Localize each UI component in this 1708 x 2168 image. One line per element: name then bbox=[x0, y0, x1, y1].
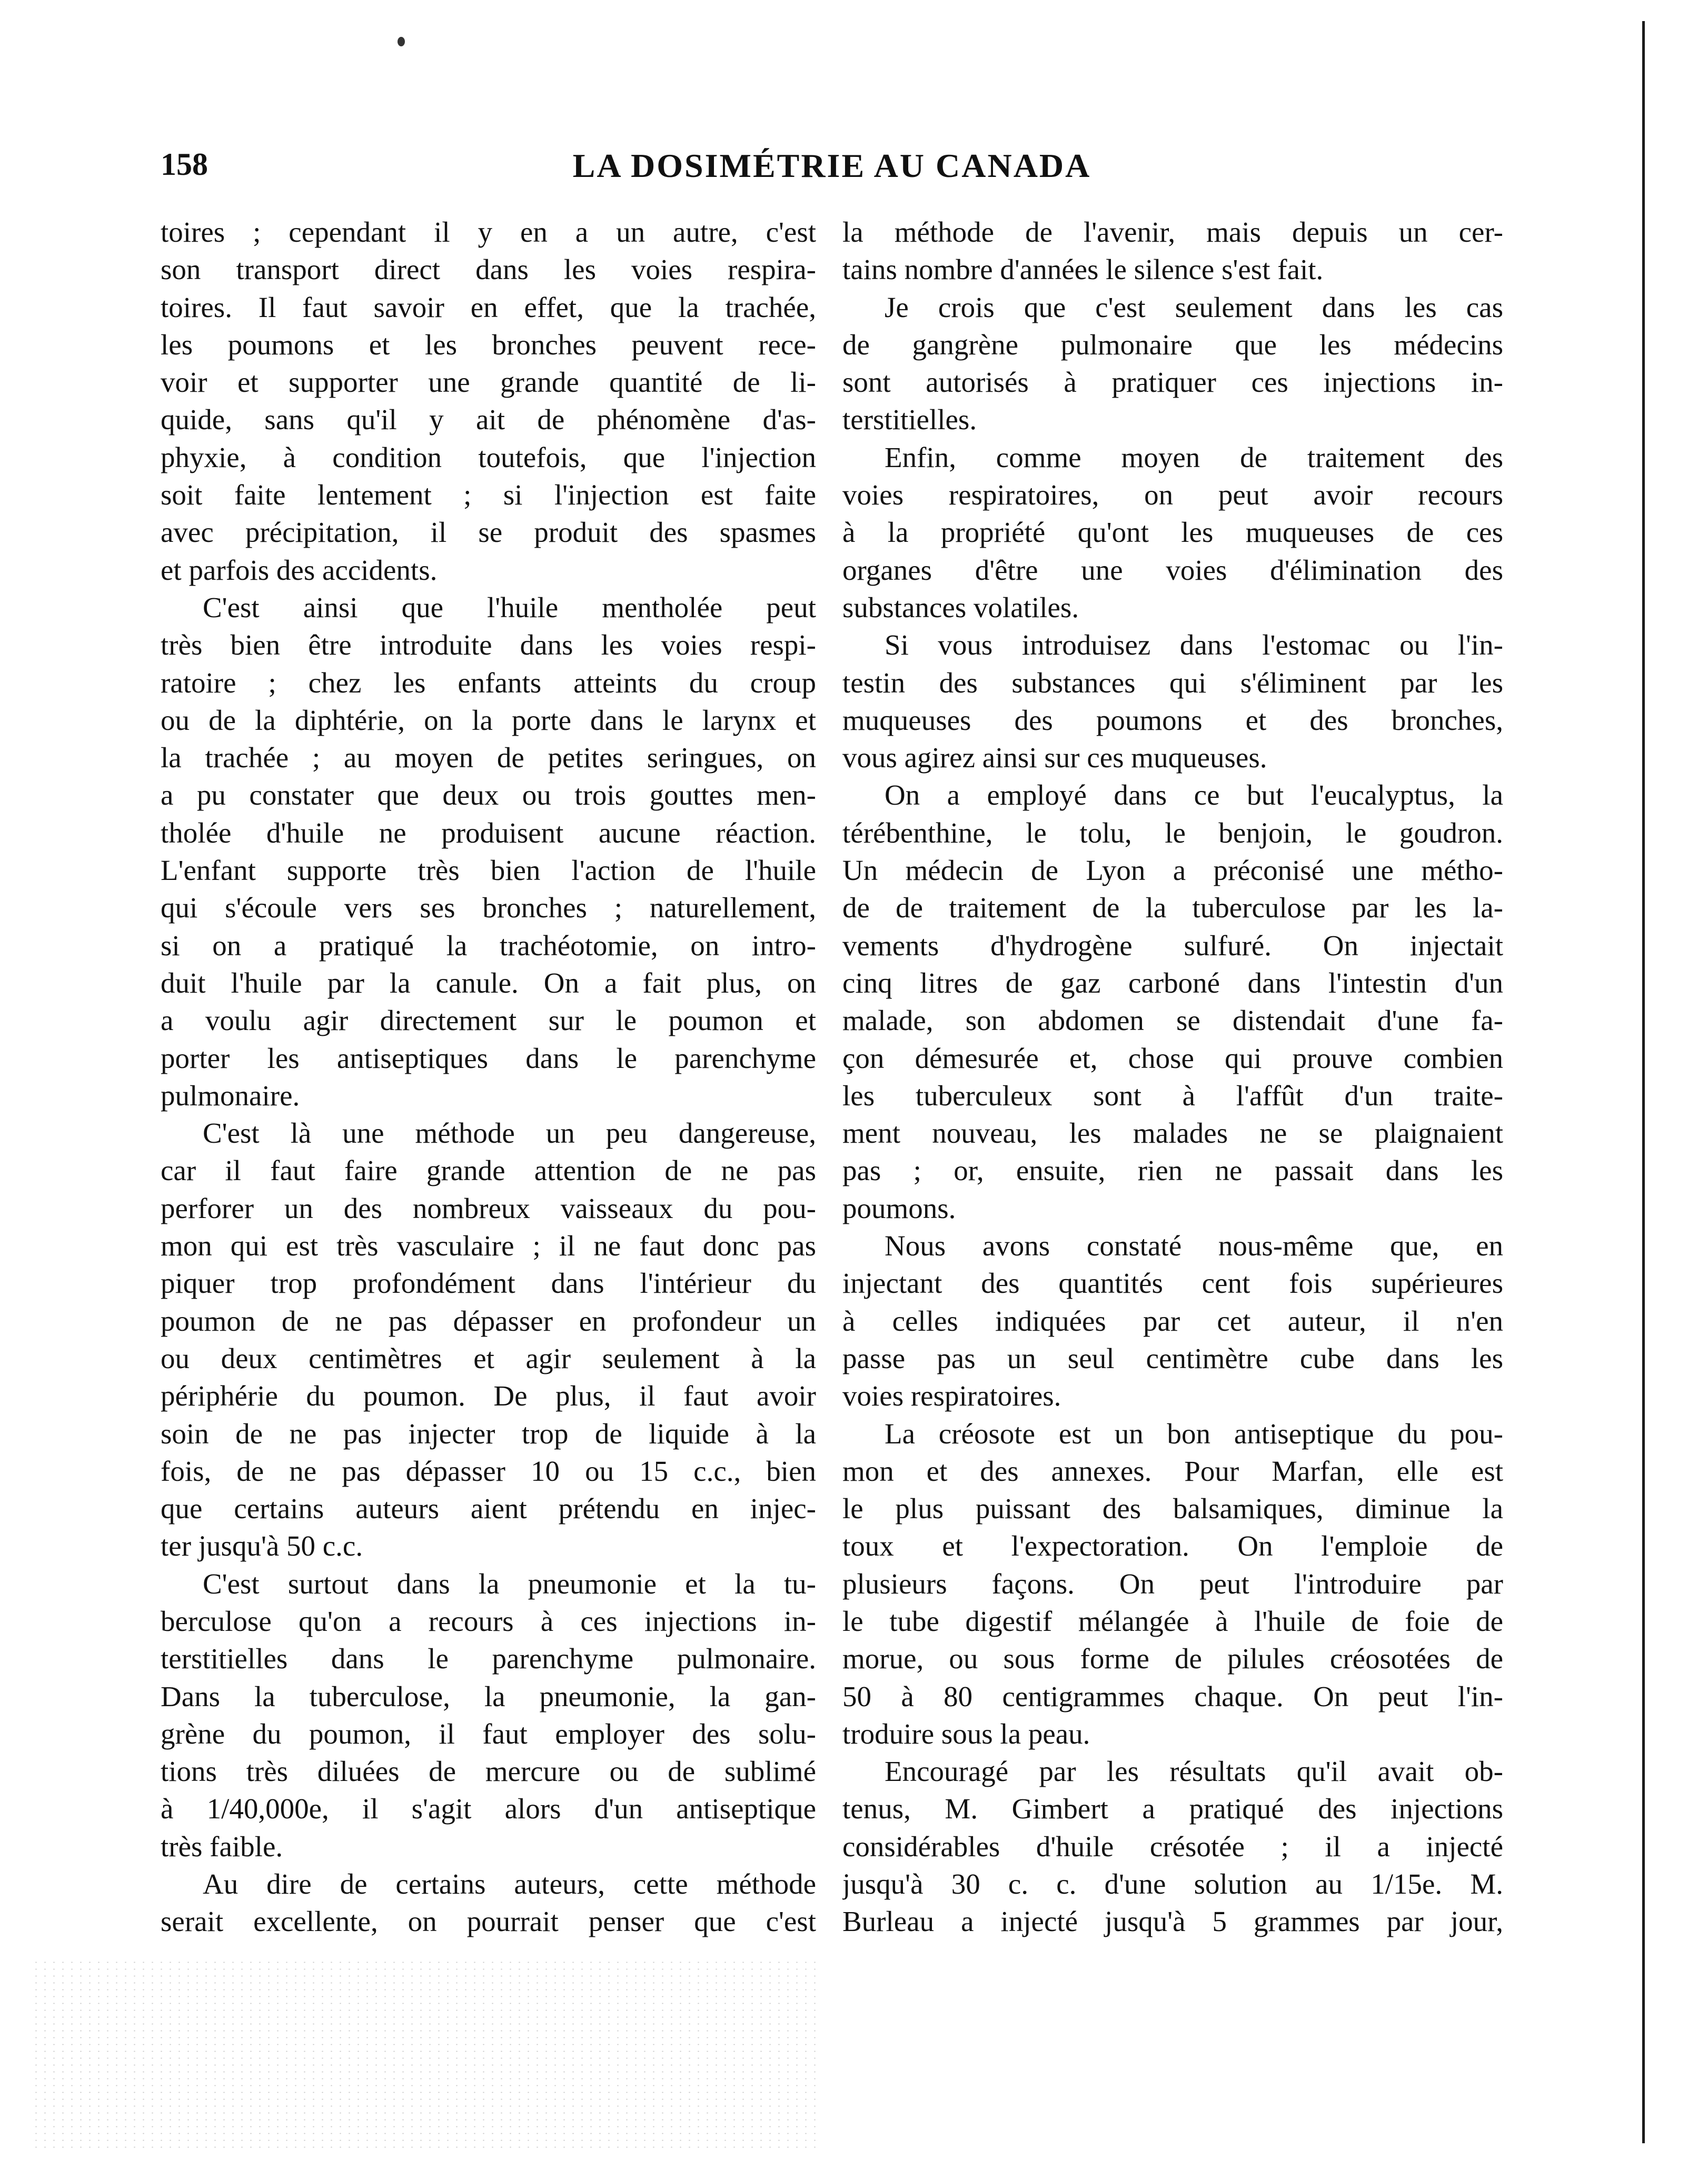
text-line: tions très diluées de mercure ou de sublimé bbox=[161, 1755, 816, 1788]
text-line: Un médecin de Lyon a préconisé une métho- bbox=[842, 854, 1503, 887]
text-line: ter jusqu'à 50 c.c. bbox=[161, 1530, 363, 1562]
text-line: C'est surtout dans la pneumonie et la tu- bbox=[203, 1567, 816, 1600]
text-line: à celles indiquées par cet auteur, il n'en bbox=[842, 1304, 1503, 1337]
text-line: le tube digestif mélangée à l'huile de foie de bbox=[842, 1605, 1503, 1637]
text-line: duit l'huile par la canule. On a fait plus, on bbox=[161, 966, 816, 999]
text-line: toires ; cependant il y en a un autre, c'est bbox=[161, 216, 816, 248]
text-line: considérables d'huile crésotée ; il a injecté bbox=[842, 1830, 1503, 1863]
text-line: organes d'être une voies d'élimination des bbox=[842, 553, 1503, 586]
text-line: qui s'écoule vers ses bronches ; naturellement, bbox=[161, 892, 816, 924]
text-line: terstitielles dans le parenchyme pulmonaire. bbox=[161, 1642, 816, 1675]
text-line: tains nombre d'années le silence s'est fait. bbox=[842, 253, 1324, 286]
text-line: poumons. bbox=[842, 1192, 956, 1224]
text-line: toux et l'expectoration. On l'emploie de bbox=[842, 1530, 1503, 1562]
text-line: muqueuses des poumons et des bronches, bbox=[842, 704, 1503, 736]
text-line: malade, son abdomen se distendait d'une fa- bbox=[842, 1004, 1503, 1037]
text-line: tenus, M. Gimbert a pratiqué des injections bbox=[842, 1793, 1503, 1825]
text-line: vous agirez ainsi sur ces muqueuses. bbox=[842, 741, 1267, 774]
text-line: substances volatiles. bbox=[842, 591, 1079, 623]
text-line: La créosote est un bon antiseptique du pou- bbox=[885, 1417, 1503, 1450]
text-line: les tuberculeux sont à l'affût d'un traite- bbox=[842, 1079, 1503, 1112]
text-line: mon qui est très vasculaire ; il ne faut donc pas bbox=[161, 1230, 816, 1262]
text-line: pulmonaire. bbox=[161, 1079, 300, 1112]
text-line: soit faite lentement ; si l'injection est faite bbox=[161, 479, 816, 511]
text-line: soin de ne pas injecter trop de liquide à la bbox=[161, 1417, 816, 1450]
text-line: et parfois des accidents. bbox=[161, 553, 438, 586]
text-line: çon démesurée et, chose qui prouve combien bbox=[842, 1042, 1503, 1074]
running-title: LA DOSIMÉTRIE AU CANADA bbox=[572, 147, 1091, 184]
text-line: la trachée ; au moyen de petites seringues, on bbox=[161, 741, 816, 774]
text-line: Au dire de certains auteurs, cette méthode bbox=[203, 1868, 816, 1900]
text-line: voies respiratoires, on peut avoir recours bbox=[842, 479, 1503, 511]
right-column bbox=[842, 213, 1503, 1941]
text-line: serait excellente, on pourrait penser que c'est bbox=[161, 1905, 816, 1938]
text-line: Nous avons constaté nous-même que, en bbox=[885, 1230, 1503, 1262]
text-line: C'est ainsi que l'huile mentholée peut bbox=[203, 591, 816, 623]
text-line: ment nouveau, les malades ne se plaignaient bbox=[842, 1117, 1503, 1150]
text-line: voies respiratoires. bbox=[842, 1380, 1061, 1412]
text-line: vements d'hydrogène sulfuré. On injectait bbox=[842, 929, 1503, 962]
left-column bbox=[161, 213, 816, 1941]
text-line: le plus puissant des balsamiques, diminue la bbox=[842, 1492, 1503, 1525]
text-line: très faible. bbox=[161, 1830, 283, 1863]
text-line: On a employé dans ce but l'eucalyptus, la bbox=[885, 779, 1503, 811]
text-line: porter les antiseptiques dans le parenchyme bbox=[161, 1042, 816, 1074]
text-line: toires. Il faut savoir en effet, que la trachée, bbox=[161, 291, 816, 323]
text-line: avec précipitation, il se produit des spasmes bbox=[161, 516, 816, 549]
text-line: plusieurs façons. On peut l'introduire par bbox=[842, 1567, 1503, 1600]
text-line: de gangrène pulmonaire que les médecins bbox=[842, 328, 1503, 361]
text-line: testin des substances qui s'éliminent par les bbox=[842, 666, 1503, 699]
text-line: pas ; or, ensuite, rien ne passait dans les bbox=[842, 1154, 1503, 1187]
text-line: très bien être introduite dans les voies respi- bbox=[161, 629, 816, 661]
text-line: fois, de ne pas dépasser 10 ou 15 c.c., bien bbox=[161, 1454, 816, 1487]
text-line: périphérie du poumon. De plus, il faut avoir bbox=[161, 1380, 816, 1412]
text-line: jusqu'à 30 c. c. d'une solution au 1/15e. M. bbox=[842, 1868, 1503, 1900]
text-line: de de traitement de la tuberculose par les la- bbox=[842, 892, 1503, 924]
text-line: terstitielles. bbox=[842, 403, 977, 436]
text-line: tholée d'huile ne produisent aucune réaction. bbox=[161, 816, 816, 849]
text-line: cinq litres de gaz carboné dans l'intestin d'un bbox=[842, 966, 1503, 999]
text-line: que certains auteurs aient prétendu en injec- bbox=[161, 1492, 816, 1525]
page-header bbox=[161, 146, 1503, 189]
text-line: sont autorisés à pratiquer ces injections in- bbox=[842, 366, 1503, 399]
text-line: morue, ou sous forme de pilules créosotées de bbox=[842, 1642, 1503, 1675]
text-line: troduire sous la peau. bbox=[842, 1717, 1090, 1750]
text-line: si on a pratiqué la trachéotomie, on intro- bbox=[161, 929, 816, 962]
text-line: C'est là une méthode un peu dangereuse, bbox=[203, 1117, 816, 1150]
page-number: 158 bbox=[161, 147, 208, 182]
text-line: à la propriété qu'ont les muqueuses de ces bbox=[842, 516, 1503, 549]
text-line: ratoire ; chez les enfants atteints du croup bbox=[161, 666, 816, 699]
text-line: berculose qu'on a recours à ces injections in- bbox=[161, 1605, 816, 1637]
text-line: Enfin, comme moyen de traitement des bbox=[885, 441, 1503, 473]
text-line: son transport direct dans les voies respira- bbox=[161, 253, 816, 286]
text-line: car il faut faire grande attention de ne pas bbox=[161, 1154, 816, 1187]
text-line: poumon de ne pas dépasser en profondeur un bbox=[161, 1304, 816, 1337]
text-line: ou de la diphtérie, on la porte dans le larynx et bbox=[161, 704, 816, 736]
text-line: térébenthine, le tolu, le benjoin, le goudron. bbox=[842, 816, 1503, 849]
scan-edge-rule bbox=[1642, 21, 1645, 2143]
text-line: les poumons et les bronches peuvent rece- bbox=[161, 328, 816, 361]
text-line: mon et des annexes. Pour Marfan, elle est bbox=[842, 1454, 1503, 1487]
text-line: ou deux centimètres et agir seulement à la bbox=[161, 1342, 816, 1374]
text-line: a pu constater que deux ou trois gouttes men- bbox=[161, 779, 816, 811]
text-line: la méthode de l'avenir, mais depuis un cer- bbox=[842, 216, 1503, 248]
text-line: Dans la tuberculose, la pneumonie, la gan- bbox=[161, 1680, 816, 1712]
text-line: Si vous introduisez dans l'estomac ou l'in- bbox=[885, 629, 1503, 661]
text-line: grène du poumon, il faut employer des solu- bbox=[161, 1717, 816, 1750]
text-line: Burleau a injecté jusqu'à 5 grammes par jour, bbox=[842, 1905, 1503, 1938]
text-line: voir et supporter une grande quantité de li- bbox=[161, 366, 816, 399]
scan-noise bbox=[32, 1959, 821, 2149]
text-line: injectant des quantités cent fois supérieures bbox=[842, 1267, 1503, 1300]
text-line: Je crois que c'est seulement dans les cas bbox=[885, 291, 1503, 323]
text-line: à 1/40,000e, il s'agit alors d'un antiseptique bbox=[161, 1793, 816, 1825]
text-line: Encouragé par les résultats qu'il avait ob- bbox=[885, 1755, 1503, 1788]
text-line: piquer trop profondément dans l'intérieur du bbox=[161, 1267, 816, 1300]
text-line: quide, sans qu'il y ait de phénomène d'as- bbox=[161, 403, 816, 436]
text-line: 50 à 80 centigrammes chaque. On peut l'in- bbox=[842, 1680, 1503, 1712]
text-line: perforer un des nombreux vaisseaux du pou- bbox=[161, 1192, 816, 1224]
scan-speck bbox=[398, 37, 405, 46]
text-line: phyxie, à condition toutefois, que l'injection bbox=[161, 441, 816, 473]
text-line: passe pas un seul centimètre cube dans les bbox=[842, 1342, 1503, 1374]
text-line: a voulu agir directement sur le poumon et bbox=[161, 1004, 816, 1037]
text-line: L'enfant supporte très bien l'action de l'huile bbox=[161, 854, 816, 887]
